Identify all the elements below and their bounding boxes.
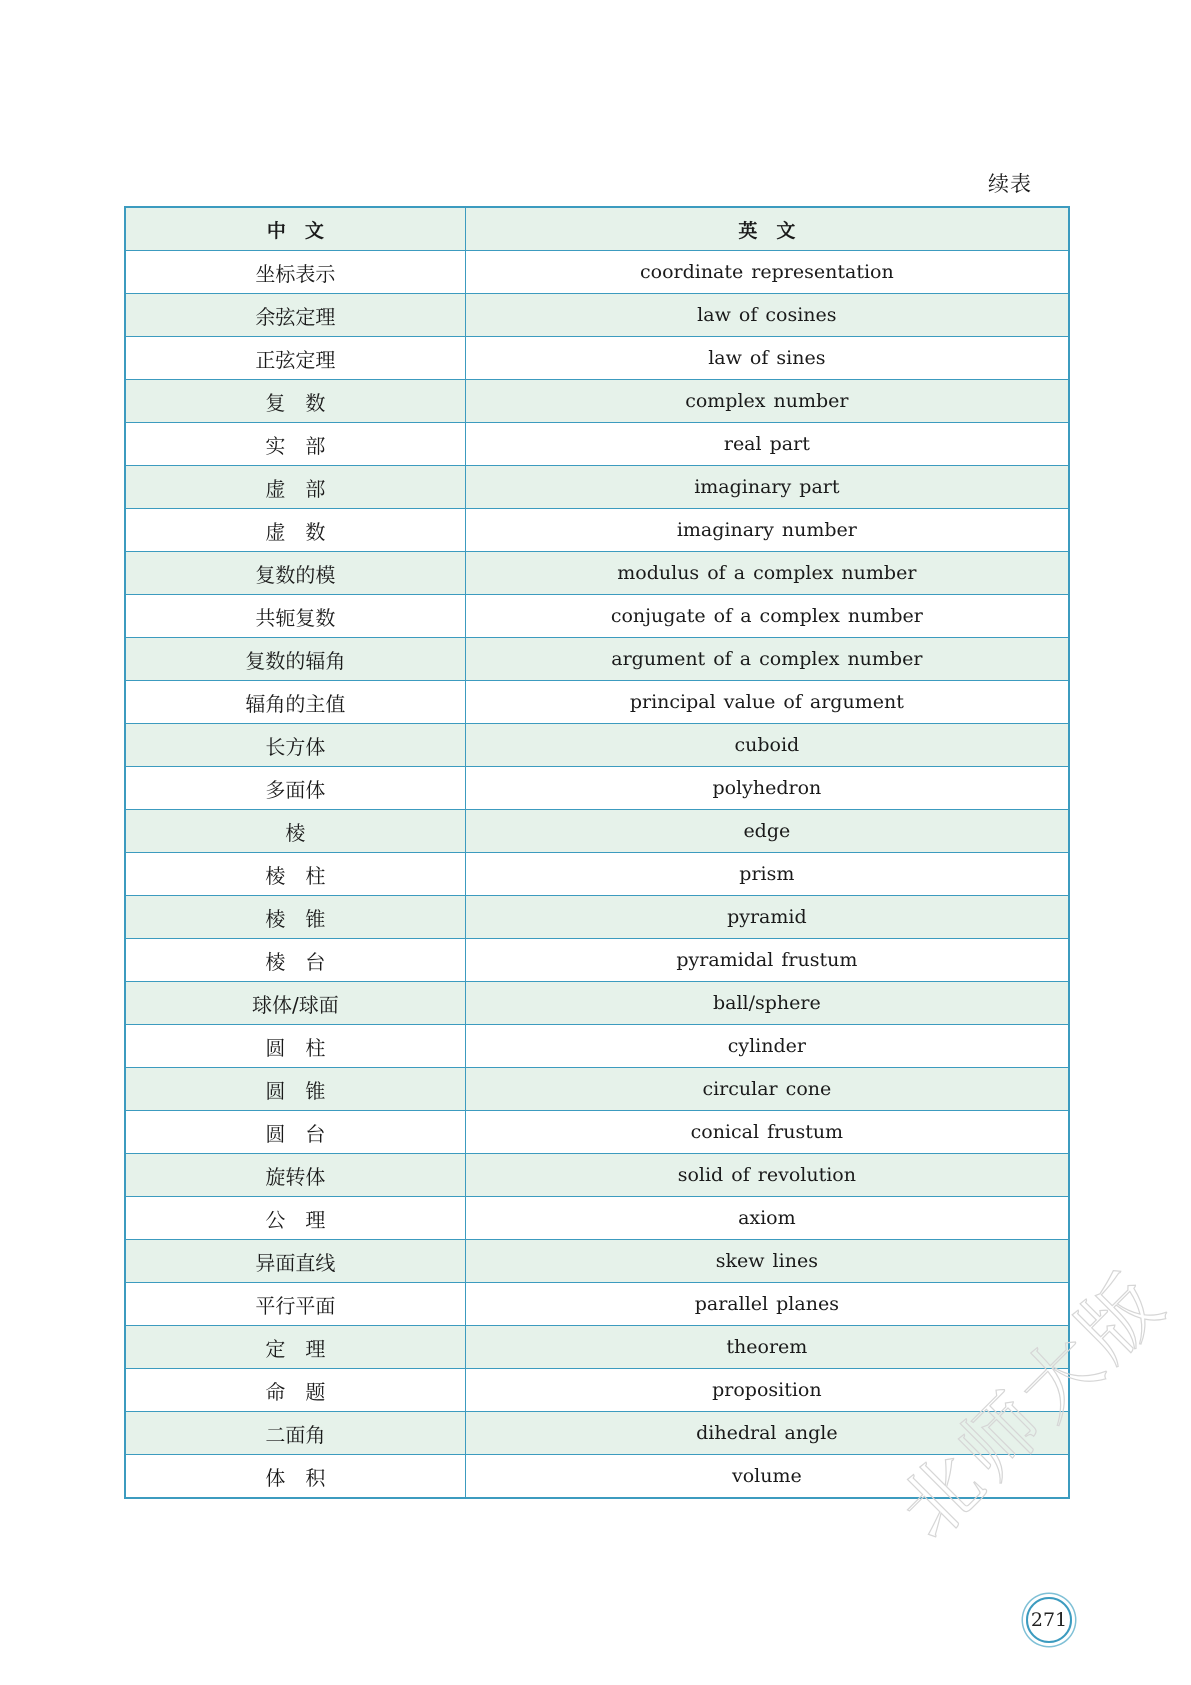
header-chinese: 中 文 bbox=[125, 207, 465, 251]
table-row bbox=[125, 380, 1069, 423]
term-chinese: 圆 锥 bbox=[125, 1068, 465, 1111]
term-chinese: 圆 台 bbox=[125, 1111, 465, 1154]
term-chinese: 平行平面 bbox=[125, 1283, 465, 1326]
term-english: theorem bbox=[465, 1326, 1069, 1369]
table-row bbox=[125, 939, 1069, 982]
table-row bbox=[125, 251, 1069, 294]
term-chinese: 复数的模 bbox=[125, 552, 465, 595]
table-row bbox=[125, 1154, 1069, 1197]
term-chinese: 异面直线 bbox=[125, 1240, 465, 1283]
table-row bbox=[125, 294, 1069, 337]
term-chinese: 命 题 bbox=[125, 1369, 465, 1412]
term-english: polyhedron bbox=[465, 767, 1069, 810]
term-english: proposition bbox=[465, 1369, 1069, 1412]
term-chinese: 棱 锥 bbox=[125, 896, 465, 939]
term-chinese: 实 部 bbox=[125, 423, 465, 466]
page-number-badge bbox=[1026, 1597, 1072, 1643]
term-english: coordinate representation bbox=[465, 251, 1069, 294]
term-chinese: 虚 数 bbox=[125, 509, 465, 552]
table-row bbox=[125, 767, 1069, 810]
term-english: prism bbox=[465, 853, 1069, 896]
term-english: law of cosines bbox=[465, 294, 1069, 337]
term-english: solid of revolution bbox=[465, 1154, 1069, 1197]
header-english: 英 文 bbox=[465, 207, 1069, 251]
table-row bbox=[125, 982, 1069, 1025]
term-chinese: 复 数 bbox=[125, 380, 465, 423]
table-row bbox=[125, 1240, 1069, 1283]
term-english: conjugate of a complex number bbox=[465, 595, 1069, 638]
term-english: parallel planes bbox=[465, 1283, 1069, 1326]
table-row bbox=[125, 1197, 1069, 1240]
table-row bbox=[125, 466, 1069, 509]
table-row bbox=[125, 896, 1069, 939]
glossary-table bbox=[124, 206, 1070, 1499]
term-chinese: 二面角 bbox=[125, 1412, 465, 1455]
term-english: ball/sphere bbox=[465, 982, 1069, 1025]
table-row bbox=[125, 724, 1069, 767]
page-number: 271 bbox=[1030, 1609, 1068, 1631]
term-english: cylinder bbox=[465, 1025, 1069, 1068]
term-chinese: 棱 台 bbox=[125, 939, 465, 982]
term-english: conical frustum bbox=[465, 1111, 1069, 1154]
table-row bbox=[125, 423, 1069, 466]
table-row bbox=[125, 595, 1069, 638]
term-english: dihedral angle bbox=[465, 1412, 1069, 1455]
term-english: pyramidal frustum bbox=[465, 939, 1069, 982]
term-chinese: 长方体 bbox=[125, 724, 465, 767]
term-chinese: 余弦定理 bbox=[125, 294, 465, 337]
term-chinese: 复数的辐角 bbox=[125, 638, 465, 681]
term-chinese: 共轭复数 bbox=[125, 595, 465, 638]
table-row bbox=[125, 1111, 1069, 1154]
table-row bbox=[125, 1025, 1069, 1068]
table-row bbox=[125, 681, 1069, 724]
continued-label: 续表 bbox=[988, 172, 1032, 196]
term-chinese: 辐角的主值 bbox=[125, 681, 465, 724]
table-row bbox=[125, 1412, 1069, 1455]
table-row bbox=[125, 1283, 1069, 1326]
term-english: circular cone bbox=[465, 1068, 1069, 1111]
term-english: edge bbox=[465, 810, 1069, 853]
term-english: cuboid bbox=[465, 724, 1069, 767]
table-row bbox=[125, 1068, 1069, 1111]
term-chinese: 公 理 bbox=[125, 1197, 465, 1240]
table-row bbox=[125, 1455, 1069, 1499]
term-english: real part bbox=[465, 423, 1069, 466]
term-chinese: 圆 柱 bbox=[125, 1025, 465, 1068]
term-english: pyramid bbox=[465, 896, 1069, 939]
term-english: complex number bbox=[465, 380, 1069, 423]
table-row bbox=[125, 810, 1069, 853]
term-chinese: 坐标表示 bbox=[125, 251, 465, 294]
term-english: principal value of argument bbox=[465, 681, 1069, 724]
term-english: skew lines bbox=[465, 1240, 1069, 1283]
term-chinese: 正弦定理 bbox=[125, 337, 465, 380]
term-english: imaginary number bbox=[465, 509, 1069, 552]
term-chinese: 多面体 bbox=[125, 767, 465, 810]
term-chinese: 虚 部 bbox=[125, 466, 465, 509]
term-chinese: 球体/球面 bbox=[125, 982, 465, 1025]
term-chinese: 棱 bbox=[125, 810, 465, 853]
term-chinese: 旋转体 bbox=[125, 1154, 465, 1197]
term-chinese: 棱 柱 bbox=[125, 853, 465, 896]
glossary-body bbox=[125, 251, 1069, 1499]
table-row bbox=[125, 1369, 1069, 1412]
term-english: imaginary part bbox=[465, 466, 1069, 509]
table-row bbox=[125, 1326, 1069, 1369]
table-header-row bbox=[125, 207, 1069, 251]
term-english: modulus of a complex number bbox=[465, 552, 1069, 595]
term-english: law of sines bbox=[465, 337, 1069, 380]
table-row bbox=[125, 337, 1069, 380]
term-chinese: 定 理 bbox=[125, 1326, 465, 1369]
term-chinese: 体 积 bbox=[125, 1455, 465, 1499]
term-english: volume bbox=[465, 1455, 1069, 1499]
term-english: axiom bbox=[465, 1197, 1069, 1240]
table-row bbox=[125, 853, 1069, 896]
table-row bbox=[125, 638, 1069, 681]
table-row bbox=[125, 552, 1069, 595]
term-english: argument of a complex number bbox=[465, 638, 1069, 681]
table-row bbox=[125, 509, 1069, 552]
